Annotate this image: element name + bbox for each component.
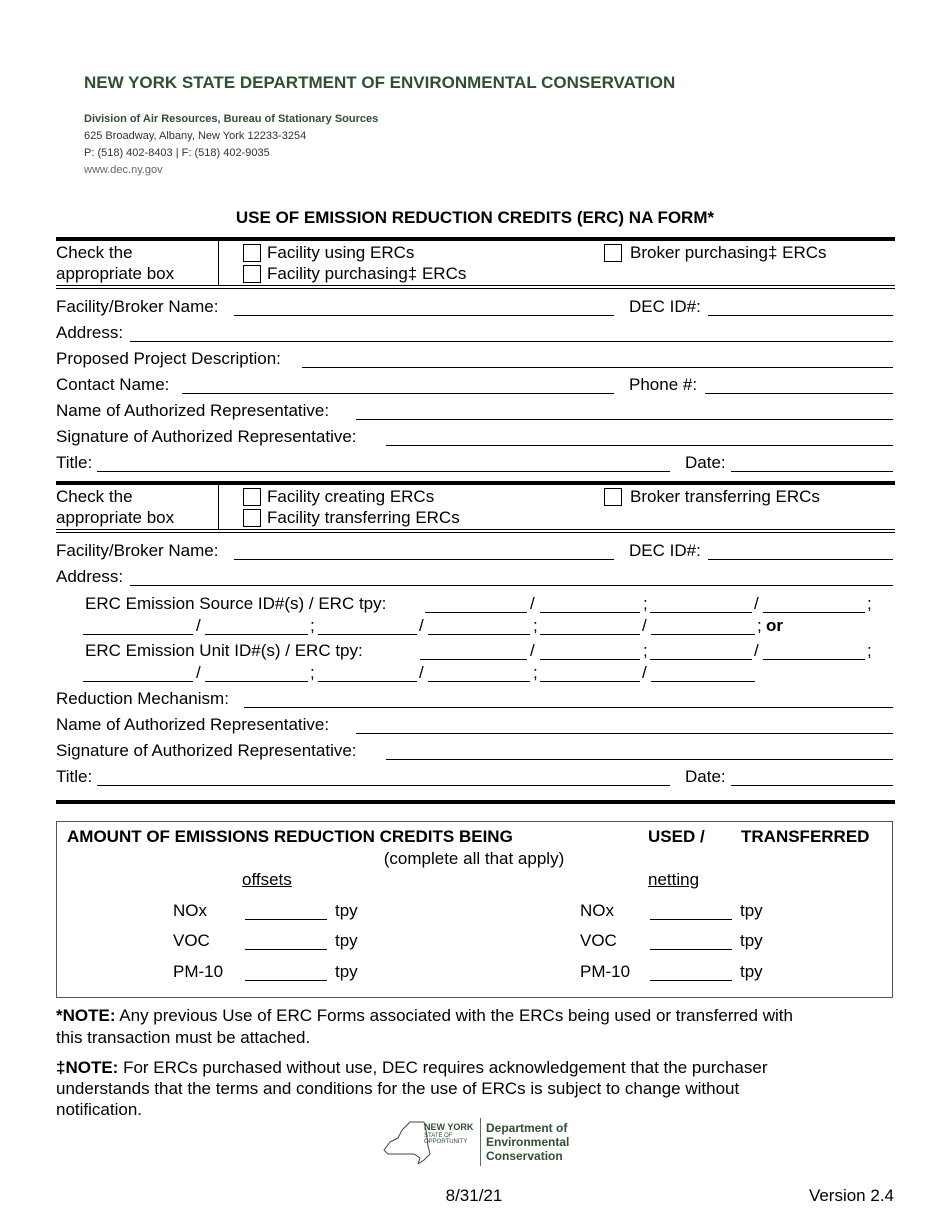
logo-dept: Conservation (486, 1149, 563, 1163)
unit-tpy-input[interactable] (205, 681, 308, 682)
divider (56, 285, 895, 286)
separator: ; (310, 616, 315, 635)
source-id-input[interactable] (650, 612, 752, 613)
unit-tpy-input[interactable] (651, 681, 755, 682)
division-name: Division of Air Resources, Bureau of Stationary Sources (84, 113, 379, 125)
field-label: Proposed Project Description: (56, 349, 281, 368)
divider (56, 237, 895, 241)
field-label: ERC Emission Unit ID#(s) / ERC tpy: (85, 641, 363, 660)
unit-label: tpy (335, 901, 358, 920)
dec-logo (380, 1116, 580, 1168)
divider (218, 485, 219, 530)
separator: / (419, 616, 424, 635)
separator: ; (643, 594, 648, 613)
pollutant-label: VOC (173, 931, 210, 950)
netting-nox-input[interactable] (650, 919, 732, 920)
unit-label: tpy (740, 931, 763, 950)
source-id-input[interactable] (425, 612, 527, 613)
separator: / (196, 663, 201, 682)
agency-phone: P: (518) 402-8403 | F: (518) 402-9035 (84, 147, 270, 159)
checkbox-facility-transferring[interactable] (243, 509, 261, 527)
checkbox-broker-transferring[interactable] (604, 488, 622, 506)
separator: / (642, 616, 647, 635)
contact-name-input[interactable] (182, 393, 614, 394)
divider (56, 288, 895, 289)
checkbox-facility-purchasing[interactable] (243, 265, 261, 283)
project-description-input[interactable] (302, 367, 893, 368)
netting-pm10-input[interactable] (650, 980, 732, 981)
offsets-nox-input[interactable] (245, 919, 327, 920)
unit-id-input[interactable] (420, 659, 527, 660)
logo-tagline: OPPORTUNITY (424, 1139, 468, 1145)
note-label: *NOTE: (56, 1006, 116, 1025)
separator: / (754, 641, 759, 660)
divider (56, 532, 895, 533)
field-label: Reduction Mechanism: (56, 689, 229, 708)
separator: / (642, 663, 647, 682)
address-input-2[interactable] (130, 585, 893, 586)
dec-id-input[interactable] (708, 315, 893, 316)
logo-dept: Environmental (486, 1135, 570, 1149)
checkbox-facility-creating[interactable] (243, 488, 261, 506)
separator: ; (533, 616, 538, 635)
field-label: DEC ID#: (629, 541, 701, 560)
note-1 (56, 1006, 793, 1026)
source-tpy-input[interactable] (205, 634, 308, 635)
pollutant-label: VOC (580, 931, 617, 950)
divider (218, 241, 219, 286)
address-input[interactable] (130, 341, 893, 342)
logo-state: NEW YORK (424, 1122, 474, 1132)
separator: ; (643, 641, 648, 660)
unit-id-input[interactable] (83, 681, 193, 682)
date-input[interactable] (731, 471, 893, 472)
unit-tpy-input[interactable] (540, 659, 640, 660)
pollutant-label: NOx (173, 901, 207, 920)
agency-website[interactable]: www.dec.ny.gov (84, 164, 163, 176)
separator: / (530, 594, 535, 613)
amounts-heading: AMOUNT OF EMISSIONS REDUCTION CREDITS BEING (67, 827, 513, 846)
field-label: Name of Authorized Representative: (56, 715, 330, 734)
instruction: (complete all that apply) (383, 849, 565, 868)
option-label: Facility creating ERCs (267, 487, 435, 506)
field-label: Date: (685, 767, 726, 786)
rep-signature-input[interactable] (386, 445, 893, 446)
unit-label: tpy (740, 901, 763, 920)
title-input[interactable] (97, 471, 670, 472)
field-label: Title: (56, 453, 93, 472)
pollutant-label: PM-10 (580, 962, 631, 981)
netting-voc-input[interactable] (650, 949, 732, 950)
field-label: Signature of Authorized Representative: (56, 427, 357, 446)
unit-id-input[interactable] (650, 659, 752, 660)
rep-name-input-2[interactable] (356, 733, 893, 734)
unit-tpy-input[interactable] (763, 659, 865, 660)
unit-id-input[interactable] (540, 681, 640, 682)
source-id-input[interactable] (318, 634, 417, 635)
netting-label: netting (648, 870, 700, 889)
date-input-2[interactable] (731, 785, 893, 786)
note-text: understands that the terms and conditions for the use of ERCs is subject to change without (56, 1079, 740, 1098)
dec-id-input-2[interactable] (708, 559, 893, 560)
field-label: ERC Emission Source ID#(s) / ERC tpy: (85, 594, 387, 613)
footer-date: 8/31/21 (445, 1186, 503, 1205)
source-id-input[interactable] (83, 634, 193, 635)
field-label: Address: (56, 323, 124, 342)
note-text: this transaction must be attached. (56, 1028, 311, 1047)
unit-id-input[interactable] (318, 681, 417, 682)
separator: ; (867, 641, 872, 660)
field-label: Address: (56, 567, 124, 586)
unit-label: tpy (335, 931, 358, 950)
logo-divider (480, 1118, 481, 1166)
source-tpy-input[interactable] (763, 612, 865, 613)
agency-address: 625 Broadway, Albany, New York 12233-3254 (84, 130, 307, 142)
divider (56, 529, 895, 530)
separator: ; (533, 663, 538, 682)
facility-name-input[interactable] (234, 315, 614, 316)
agency-title: NEW YORK STATE DEPARTMENT OF ENVIRONMENTAL CONSERVATION (84, 73, 676, 92)
offsets-voc-input[interactable] (245, 949, 327, 950)
unit-label: tpy (740, 962, 763, 981)
rep-signature-input-2[interactable] (386, 759, 893, 760)
option-label: Broker purchasing‡ ERCs (630, 243, 827, 262)
note-2 (56, 1058, 768, 1078)
field-label: DEC ID#: (629, 297, 701, 316)
separator: ; (310, 663, 315, 682)
divider (56, 800, 895, 804)
offsets-pm10-input[interactable] (245, 980, 327, 981)
source-tpy-input[interactable] (651, 634, 755, 635)
or-label: or (766, 616, 783, 635)
note-text: notification. (56, 1100, 142, 1119)
option-label: Facility purchasing‡ ERCs (267, 264, 467, 283)
rep-name-input[interactable] (356, 419, 893, 420)
note-text: For ERCs purchased without use, DEC requires acknowledgement that the purchaser (118, 1058, 768, 1077)
field-label: Facility/Broker Name: (56, 297, 219, 316)
checkbox-broker-purchasing[interactable] (604, 244, 622, 262)
field-label: Facility/Broker Name: (56, 541, 219, 560)
reduction-mechanism-input[interactable] (244, 707, 893, 708)
pollutant-label: NOx (580, 901, 614, 920)
separator: ; (757, 616, 762, 635)
check-label: appropriate box (56, 264, 175, 283)
separator: / (196, 616, 201, 635)
separator: / (754, 594, 759, 613)
title-input-2[interactable] (97, 785, 670, 786)
field-label: Signature of Authorized Representative: (56, 741, 357, 760)
check-label: Check the (56, 243, 133, 262)
divider (56, 481, 895, 485)
separator: / (419, 663, 424, 682)
option-label: Facility using ERCs (267, 243, 415, 262)
field-label: Phone #: (629, 375, 698, 394)
option-label: Broker transferring ERCs (630, 487, 820, 506)
used-label: USED / (648, 827, 705, 846)
footer-version: Version 2.4 (808, 1186, 894, 1205)
field-label: Date: (685, 453, 726, 472)
logo-tagline: STATE OF (424, 1133, 453, 1139)
form-title: USE OF EMISSION REDUCTION CREDITS (ERC) NA FORM* (235, 208, 715, 227)
field-label: Name of Authorized Representative: (56, 401, 330, 420)
pollutant-label: PM-10 (173, 962, 224, 981)
note-text: Any previous Use of ERC Forms associated with the ERCs being used or transferred with (115, 1006, 793, 1025)
source-tpy-input[interactable] (540, 612, 640, 613)
unit-label: tpy (335, 962, 358, 981)
facility-name-input-2[interactable] (234, 559, 614, 560)
field-label: Title: (56, 767, 93, 786)
field-label: Contact Name: (56, 375, 170, 394)
unit-tpy-input[interactable] (428, 681, 530, 682)
logo-dept: Department of (486, 1121, 568, 1135)
check-label: Check the (56, 487, 133, 506)
separator: / (530, 641, 535, 660)
check-label: appropriate box (56, 508, 175, 527)
source-id-input[interactable] (540, 634, 640, 635)
checkbox-facility-using[interactable] (243, 244, 261, 262)
note-label: ‡NOTE: (56, 1058, 119, 1077)
transferred-label: TRANSFERRED (741, 827, 870, 846)
option-label: Facility transferring ERCs (267, 508, 460, 527)
phone-input[interactable] (705, 393, 893, 394)
source-tpy-input[interactable] (428, 634, 530, 635)
offsets-label: offsets (242, 870, 292, 889)
separator: ; (867, 594, 872, 613)
